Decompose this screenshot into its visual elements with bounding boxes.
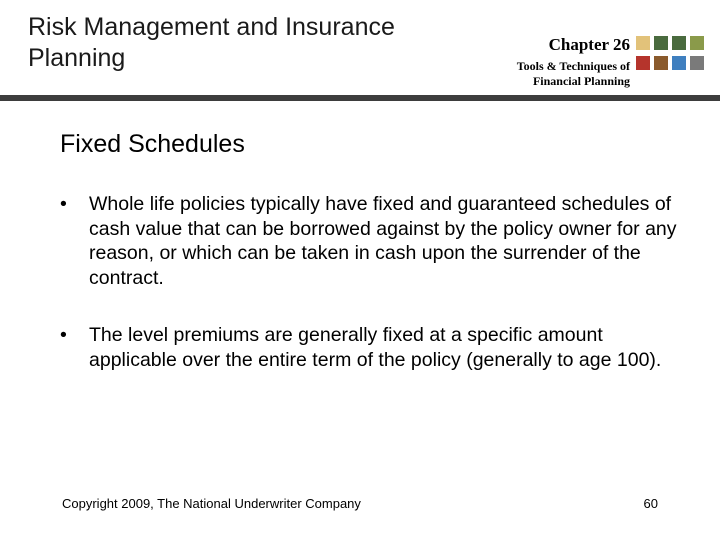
bullet-item <box>60 323 680 372</box>
decor-square <box>654 56 668 70</box>
decor-square <box>636 56 650 70</box>
decor-square <box>690 36 704 50</box>
copyright-text: Copyright 2009, The National Underwriter Company <box>62 496 361 511</box>
bullet-marker: • <box>60 324 67 346</box>
chapter-box <box>470 35 630 89</box>
bullet-list <box>60 192 680 405</box>
chapter-subtitle-line2: Financial Planning <box>532 74 630 88</box>
chapter-title: Chapter 26 <box>548 35 630 54</box>
bullet-text: Whole life policies typically have fixed and guaranteed schedules of cash value that can be borrowed against by the policy owner for any reason, or which can be taken in cash upon the surrender of the contract. <box>89 193 677 289</box>
bullet-item <box>60 192 680 290</box>
header-title: Risk Management and Insurance Planning <box>28 13 395 72</box>
page-number: 60 <box>643 496 658 511</box>
bullet-marker: • <box>60 193 67 215</box>
slide-title: Fixed Schedules <box>60 130 245 158</box>
decor-square <box>672 36 686 50</box>
bullet-text: The level premiums are generally fixed at a specific amount applicable over the entire term of the policy (generally to age 100). <box>89 324 662 371</box>
decor-square <box>690 56 704 70</box>
decor-square <box>654 36 668 50</box>
chapter-subtitle-line1: Tools & Techniques of <box>516 59 630 73</box>
decor-square <box>672 56 686 70</box>
decor-square <box>636 36 650 50</box>
header-divider <box>0 95 720 101</box>
